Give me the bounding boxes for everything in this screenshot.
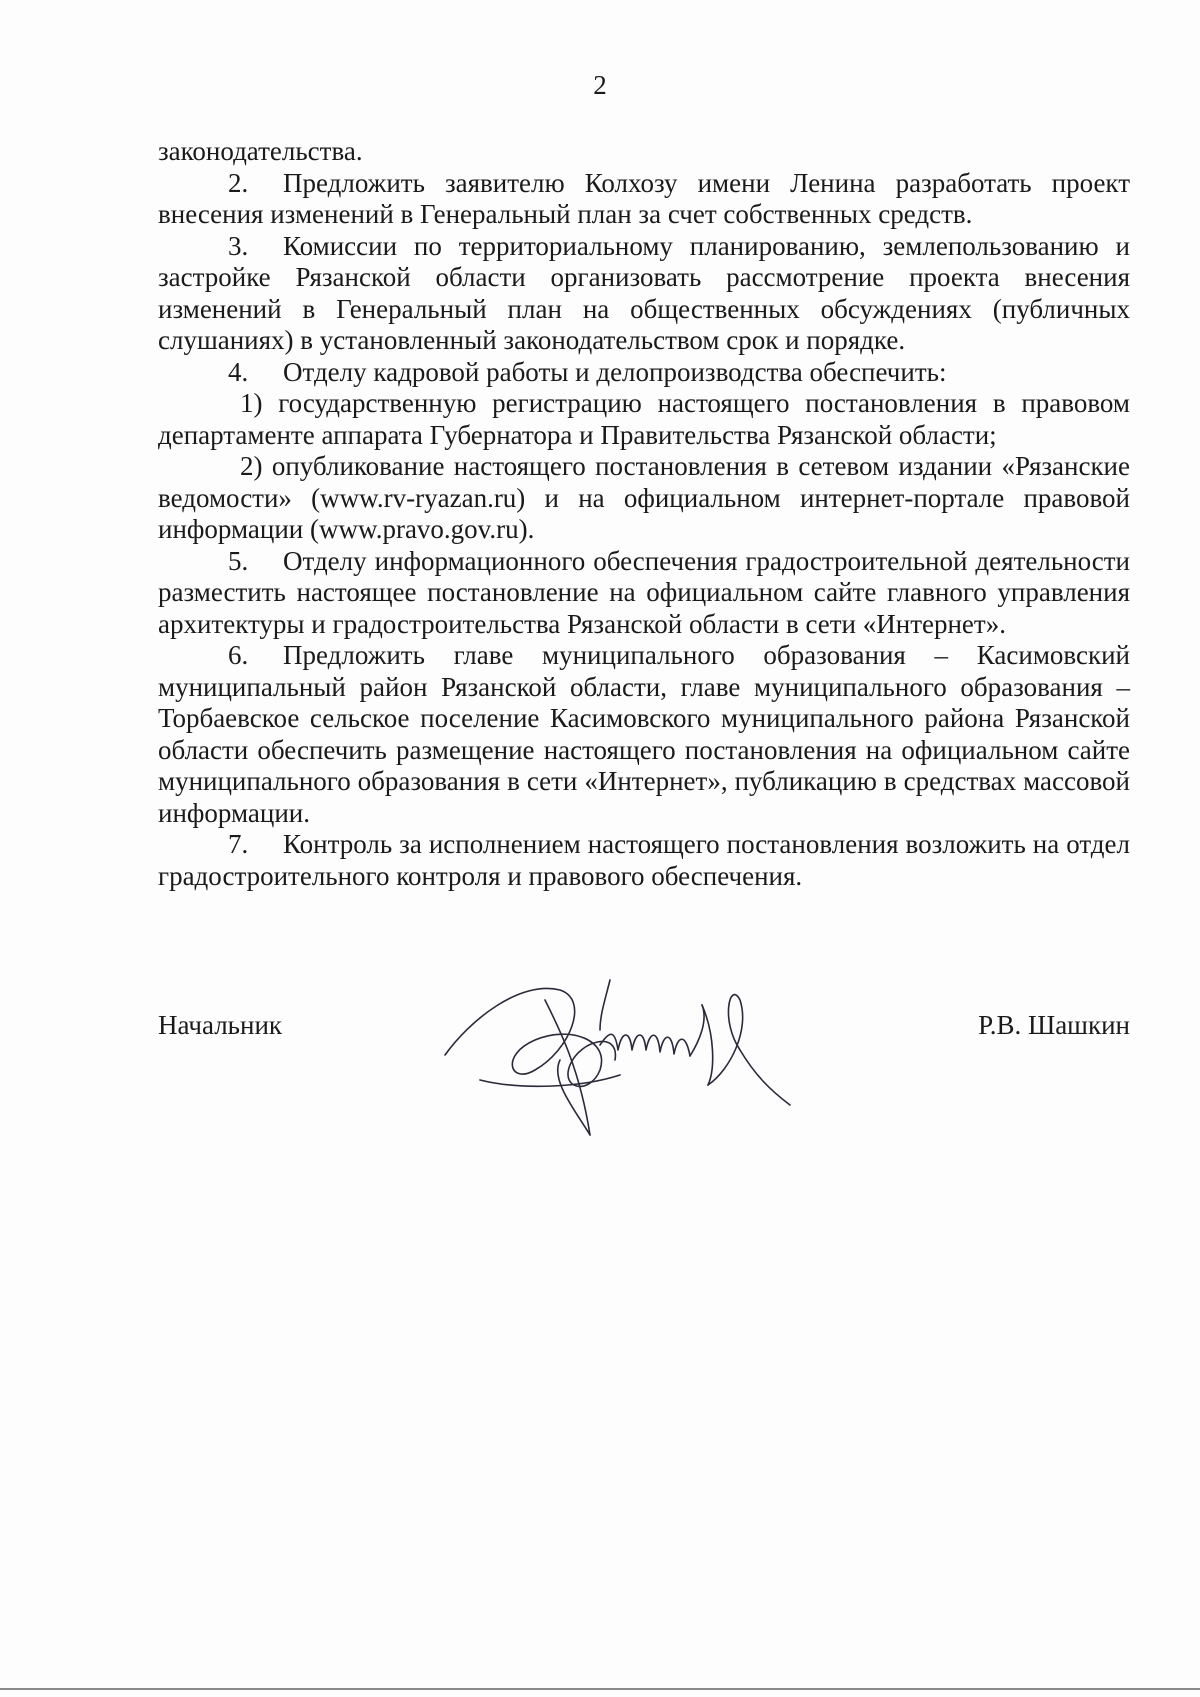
item-number: 7. [228,829,249,859]
item-text: Контроль за исполнением настоящего постановления возложить на отдел градостроительного контроля и правового обеспечения. [158,829,1130,891]
item-number: 4. [228,356,249,387]
document-body [158,136,1130,892]
continuation-text: законодательства. [158,136,363,166]
handwritten-signature [440,960,870,1140]
sub-list-item: 2) опубликование настоящего постановления в сетевом издании «Рязанские ведомости» (www.rv-ryazan.ru) и на официальном интернет-портале правовой информации (www.pravo.gov.ru). [158,451,1130,544]
item-number: 5. [228,545,249,576]
list-item [158,829,1130,892]
item-text: Предложить заявителю Колхозу имени Ленина разработать проект внесения изменений в Генеральный план за счет собственных средств. [158,167,1130,229]
list-item [158,231,1130,357]
list-item [158,357,1130,389]
scan-edge-line [0,1688,1200,1690]
list-item [158,168,1130,231]
item-text: Комиссии по территориальному планированию, землепользованию и застройке Рязанской области организовать рассмотрение проекта внесения изменений в Генеральный план на общественных обсуждениях (публичных слушаниях) в установленный законодательством срок и порядке. [158,230,1130,355]
list-item [158,546,1130,641]
item-text: Предложить главе муниципального образования – Касимовский муниципальный район Рязанской области, главе муниципального образования – Торбаевское сельское поселение Касимовского муниципального района Рязанской области обеспечить размещение настоящего постановления на официальном сайте муниципального образования в сети «Интернет», публикацию в средствах массовой информации. [158,640,1130,828]
list-item [158,640,1130,829]
sub-list-item: 1) государственную регистрацию настоящего постановления в правовом департаменте аппарата Губернатора и Правительства Рязанской области; [158,388,1130,450]
signatory-title: Начальник [158,1010,283,1040]
item-text: Отделу информационного обеспечения градостроительной деятельности разместить настоящее постановление на официальном сайте главного управления архитектуры и градостроительства Рязанской области в сети «Интернет». [158,545,1130,639]
item-number: 6. [228,640,249,670]
item-number: 2. [228,167,249,198]
signatory-name: Р.В. Шашкин [978,1010,1130,1040]
item-text: Отделу кадровой работы и делопроизводства обеспечить: [283,356,947,387]
page-number: 2 [593,70,607,100]
item-number: 3. [228,230,249,261]
